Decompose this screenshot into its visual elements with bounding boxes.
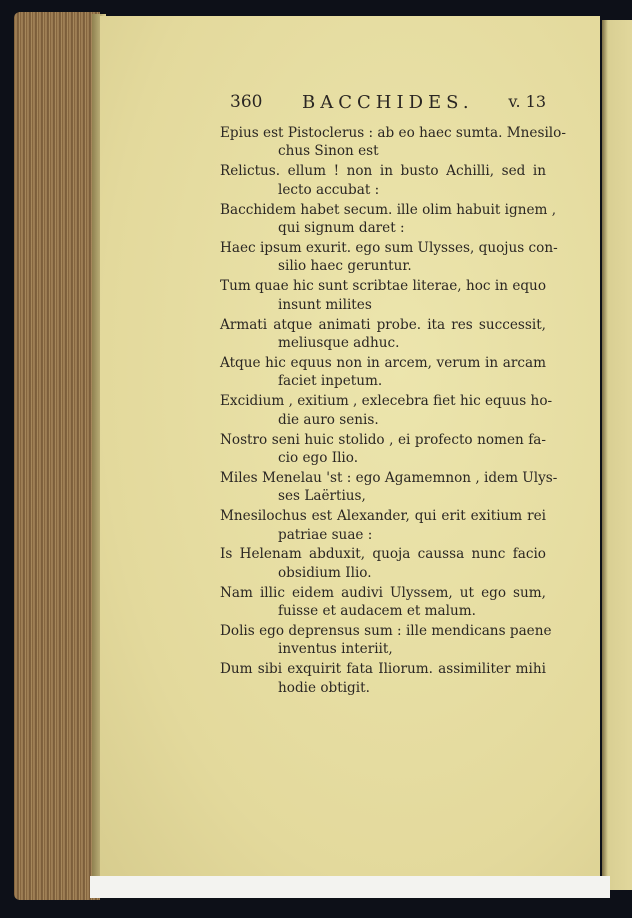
verse-continuation: ses Laërtius, bbox=[278, 488, 366, 505]
verse-line: Miles Menelau 'st : ego Agamemnon , idem Ulys- bbox=[220, 469, 558, 486]
verse-line: Haec ipsum exurit. ego sum Ulysses, quojus con- bbox=[220, 239, 558, 256]
facing-page-edge bbox=[602, 20, 632, 890]
verse bbox=[220, 660, 546, 697]
verse-continuation: obsidium Ilio. bbox=[278, 564, 372, 581]
running-title: BACCHIDES. bbox=[302, 92, 474, 113]
verse-continuation: faciet inpetum. bbox=[278, 373, 383, 390]
verse bbox=[220, 201, 557, 238]
verse bbox=[220, 277, 546, 314]
verse bbox=[220, 584, 546, 621]
verse-line: Bacchidem habet secum. ille olim habuit ignem , bbox=[220, 201, 557, 218]
verse bbox=[220, 392, 553, 429]
verse bbox=[220, 622, 552, 659]
verse-line: Dum sibi exquirit fata Iliorum. assimiliter mihi bbox=[220, 661, 546, 678]
verse-continuation: insunt milites bbox=[278, 296, 372, 313]
verse-line: Nostro seni huic stolido , ei profecto nomen fa- bbox=[220, 431, 546, 448]
verse-line: Dolis ego deprensus sum : ille mendicans paene bbox=[220, 623, 552, 640]
verse bbox=[220, 239, 558, 276]
verse-continuation: hodie obtigit. bbox=[278, 679, 370, 696]
verse-line: Atque hic equus non in arcem, verum in arcam bbox=[220, 354, 546, 371]
verse-continuation: inventus interiit, bbox=[278, 641, 393, 658]
verse-line: Is Helenam abduxit, quoja caussa nunc facio bbox=[220, 546, 546, 563]
verse-line: Mnesilochus est Alexander, qui erit exitium rei bbox=[220, 508, 546, 525]
verse-line: Epius est Pistoclerus : ab eo haec sumta. Mnesilo- bbox=[220, 125, 566, 141]
page-number: 360 bbox=[230, 92, 263, 112]
verse bbox=[220, 469, 558, 506]
verse-line: Excidium , exitium , exlecebra fiet hic equus ho- bbox=[220, 393, 553, 410]
verse-continuation: silio haec geruntur. bbox=[278, 258, 412, 275]
verse bbox=[220, 507, 546, 544]
verse bbox=[220, 354, 546, 391]
verse bbox=[220, 316, 546, 353]
verse-continuation: cio ego Ilio. bbox=[278, 449, 359, 466]
verse-continuation: qui signum daret : bbox=[278, 220, 405, 237]
verse-continuation: chus Sinon est bbox=[278, 143, 379, 160]
verse-line: Armati atque animati probe. ita res successit, bbox=[220, 316, 546, 333]
verse bbox=[220, 162, 546, 199]
verse bbox=[220, 545, 546, 582]
verse-reference: v. 13 bbox=[508, 92, 546, 111]
page-edges bbox=[14, 12, 100, 900]
verse-text bbox=[220, 124, 566, 699]
verse-continuation: fuisse et audacem et malum. bbox=[278, 603, 476, 620]
verse-line: Tum quae hic sunt scribtae literae, hoc in equo bbox=[220, 278, 546, 295]
verse-continuation: meliusque adhuc. bbox=[278, 334, 400, 351]
verse-continuation: patriae suae : bbox=[278, 526, 373, 543]
verse-line: Relictus. ellum ! non in busto Achilli, sed in bbox=[220, 163, 546, 180]
bottom-paper-strip bbox=[90, 876, 610, 898]
verse-continuation: die auro senis. bbox=[278, 411, 379, 428]
running-header bbox=[230, 92, 546, 118]
verse bbox=[220, 431, 546, 468]
verse bbox=[220, 124, 566, 161]
verse-continuation: lecto accubat : bbox=[278, 181, 380, 198]
verse-line: Nam illic eidem audivi Ulyssem, ut ego sum, bbox=[220, 584, 546, 601]
